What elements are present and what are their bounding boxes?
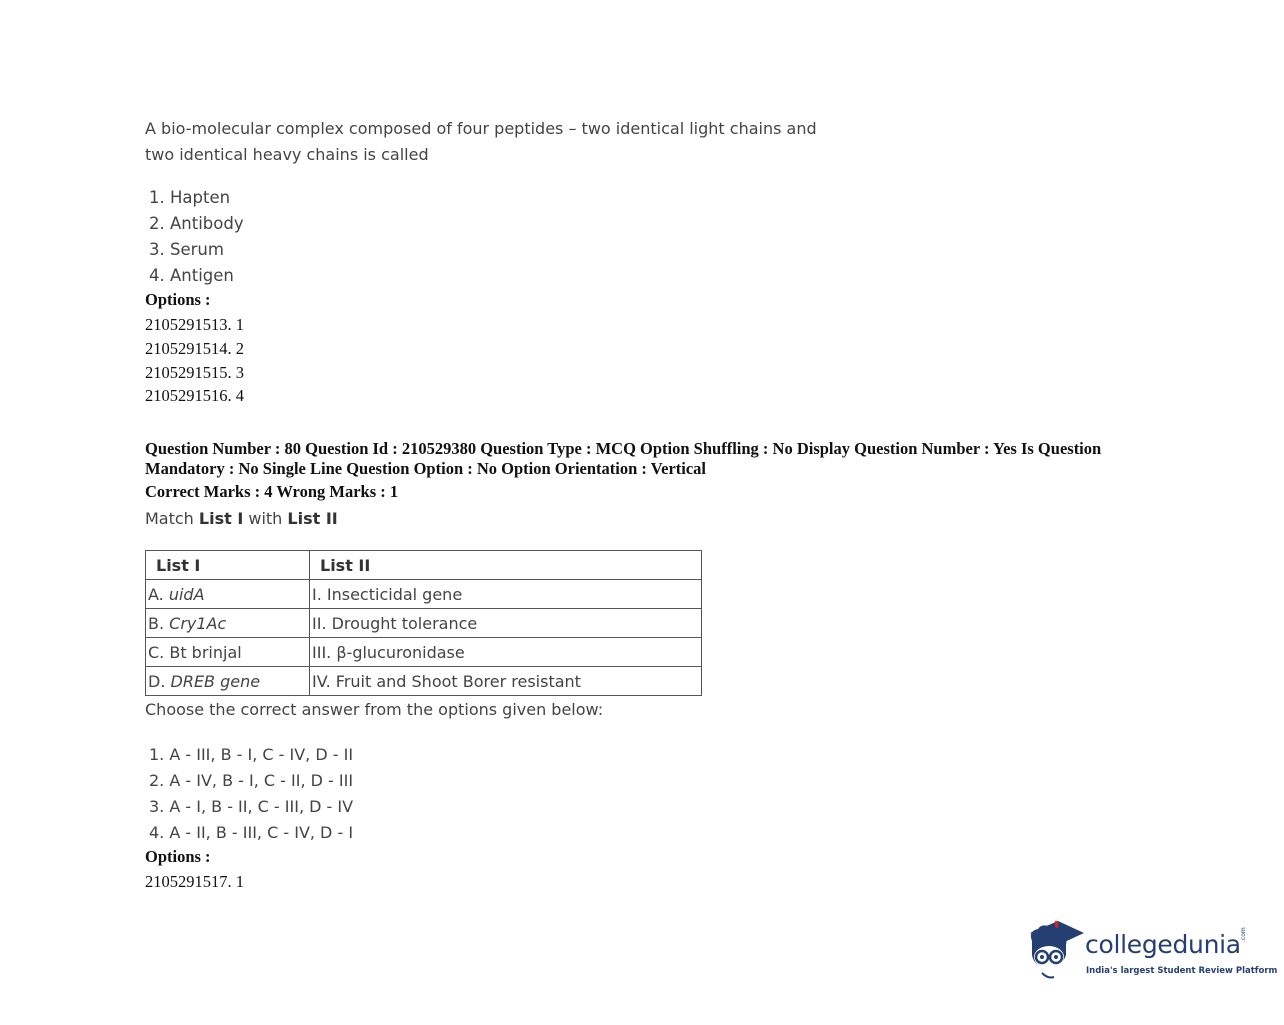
table-cell	[146, 638, 310, 667]
answer-choice: 3. A - I, B - II, C - III, D - IV	[149, 797, 354, 816]
question-marks: Correct Marks : 4 Wrong Marks : 1	[145, 482, 399, 501]
answer-choices	[149, 742, 353, 846]
row-item: Cry1Ac	[169, 613, 227, 633]
answer-choice: 1. A - III, B - I, C - IV, D - II	[149, 745, 354, 764]
answer-choice: 4. Antigen	[149, 266, 234, 285]
row-prefix: A.	[148, 584, 169, 604]
answer-choice: 1. Hapten	[149, 188, 231, 207]
option-id: 2105291513. 1	[145, 315, 244, 334]
option-id: 2105291514. 2	[145, 338, 244, 358]
option-ids	[145, 313, 244, 408]
question-text: A bio-molecular complex composed of four peptides – two identical light chains and two identical heavy chains is called	[145, 119, 817, 164]
prompt-list1: List I	[198, 509, 244, 528]
table-header-row	[146, 551, 702, 580]
answer-choice: 2. A - IV, B - I, C - II, D - III	[149, 771, 354, 790]
option-ids	[145, 870, 244, 894]
table-header: List II	[310, 551, 702, 580]
prompt-text: Match	[145, 509, 199, 528]
option-id: 2105291515. 3	[145, 362, 244, 382]
row-prefix: D.	[148, 671, 171, 691]
options-label: Options :	[145, 290, 211, 309]
table-cell: II. Drought tolerance	[310, 609, 702, 638]
prompt-text: with	[243, 509, 288, 528]
options-label: Options :	[145, 847, 211, 866]
answer-choice: 3. Serum	[149, 240, 224, 259]
question-prompt	[145, 509, 338, 528]
table-cell: IV. Fruit and Shoot Borer resistant	[310, 667, 702, 696]
answer-choice: 2. Antibody	[149, 214, 244, 233]
instruction-text: Choose the correct answer from the options given below:	[145, 700, 604, 719]
answer-choice: 4. A - II, B - III, C - IV, D - I	[149, 823, 354, 842]
option-id: 2105291517. 1	[145, 872, 244, 891]
row-prefix: C.	[148, 642, 170, 662]
logo-suffix: .com	[1240, 927, 1247, 942]
table-cell: I. Insecticidal gene	[310, 580, 702, 609]
question-meta: Question Number : 80 Question Id : 210529380 Question Type : MCQ Option Shuffling : No Display Question Number : Yes Is Question Mandatory : No Single Line Question Option : No Option Orientation : Vertical	[145, 439, 1102, 478]
table-cell	[146, 580, 310, 609]
prompt-list2: List II	[287, 509, 338, 528]
table-cell	[146, 667, 310, 696]
logo-tagline: India's largest Student Review Platform	[1086, 966, 1278, 976]
logo-wordmark: collegedunia	[1085, 930, 1241, 959]
table-header: List I	[146, 551, 310, 580]
table-row	[146, 638, 702, 667]
table-row	[146, 580, 702, 609]
table-row	[146, 667, 702, 696]
option-id: 2105291516. 4	[145, 386, 244, 406]
row-item: DREB gene	[170, 671, 261, 691]
table-cell	[146, 609, 310, 638]
row-item: uidA	[168, 584, 205, 604]
table-row	[146, 609, 702, 638]
answer-choices	[149, 185, 244, 289]
table-cell: III. β-glucuronidase	[310, 638, 702, 667]
graduate-mascot-icon	[1022, 915, 1086, 990]
match-table	[145, 550, 702, 696]
row-prefix: B.	[148, 613, 170, 633]
row-item: Bt brinjal	[169, 642, 242, 662]
